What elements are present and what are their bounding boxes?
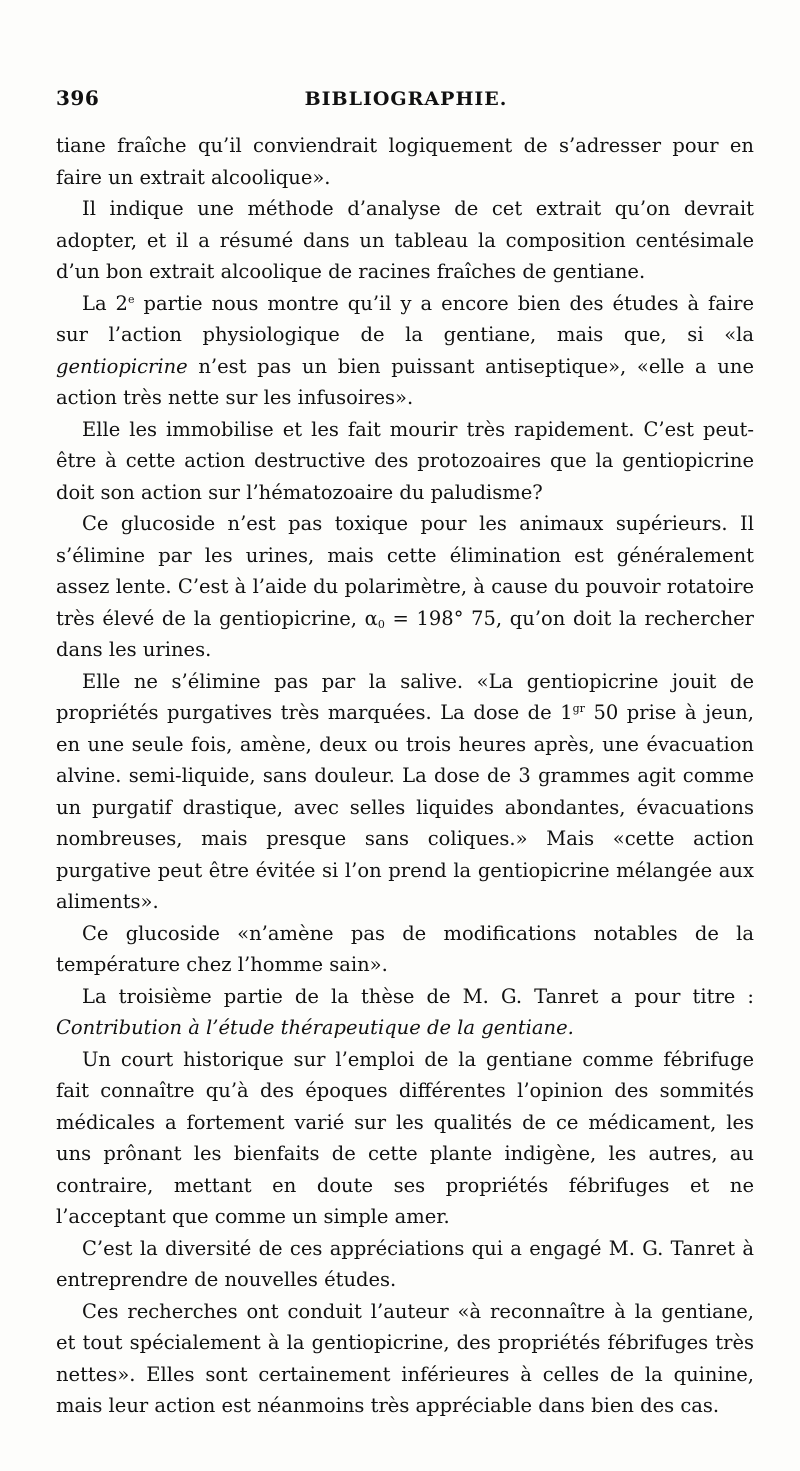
paragraph-6: [56, 666, 754, 918]
paragraph-3: [56, 288, 754, 414]
paragraph-text: = 198° 75, qu’on doit la rechercher dans les urines.: [56, 606, 755, 661]
paragraph-text: Un court historique sur l’emploi de la gentiane comme fébrifuge fait connaître qu’à des époques différentes l’opinion des sommités médicales a fortement varié sur les qualités de ce médicament, les uns prônant les bienfaits de cette plante indigène, les autres, au contraire, mettant en doute ses propriétés fébrifuges et ne l’acceptant que comme un simple amer.: [56, 1047, 754, 1228]
paragraph-1: [56, 130, 754, 193]
italic-term: gentiopicrine: [56, 354, 188, 378]
paragraph-text: 50 prise à jeun, en une seule fois, amène, deux ou trois heures après, une évacuation alvine. semi-liquide, sans douleur. La dose de 3 grammes agit comme un purgatif drastique, avec selles liquides abondantes, évacuations nombreuses, mais presque sans coliques.» Mais «cette action purgative peut être évitée si l’on prend la gentiopicrine mélangée aux aliments».: [56, 701, 754, 913]
paragraph-text: Il indique une méthode d’analyse de cet extrait qu’on devrait adopter, et il a résumé dans un tableau la composition centésimale d’un bon extrait alcoolique de racines fraîches de gentiane.: [56, 197, 754, 283]
paragraph-8: [56, 981, 754, 1044]
paragraph-text: La 2: [82, 291, 128, 315]
paragraph-9: [56, 1044, 754, 1233]
paragraph-text: Ces recherches ont conduit l’auteur «à reconnaître à la gentiane, et tout spécialement à la gentiopicrine, des propriétés fébrifuges très nettes». Elles sont certainement inférieures à celles de la quinine, mais leur action est néanmoins très appréciable dans bien des cas.: [56, 1299, 754, 1417]
paragraph-10: [56, 1233, 754, 1296]
paragraph-text: Elle les immobilise et les fait mourir très rapidement. C’est peut-être à cette action destructive des protozoaires que la gentiopicrine doit son action sur l’hématozoaire du paludisme?: [56, 417, 754, 504]
page-number: 396: [56, 86, 100, 110]
alpha-subscript: 0: [377, 617, 385, 631]
running-head: BIBLIOGRAPHIE.: [304, 88, 508, 110]
paragraph-text: n’est pas un bien puissant antiseptique», «elle a une action très nette sur les infusoires».: [56, 354, 754, 409]
paragraph-text: Elle ne s’élimine pas par la salive. «La gentiopicrine jouit de propriétés purgatives très marquées. La dose de 1: [56, 669, 754, 724]
paragraph-text: Ce glucoside «n’amène pas de modifications notables de la température chez l’homme sain».: [56, 921, 754, 976]
paragraph-5: [56, 508, 754, 666]
paragraph-2: [56, 193, 754, 288]
body-text: [56, 130, 754, 1422]
paragraph-text: partie nous montre qu’il y a encore bien des études à faire sur l’action physiologique de la gentiane, mais que, si «la: [56, 291, 754, 346]
ordinal-superscript: e: [127, 292, 135, 306]
paragraph-text: Ce glucoside n’est pas toxique pour les animaux supérieurs. Il s’élimine par les urines, mais cette élimination est généralement assez lente. C’est à l’aide du polarimètre, à cause du pouvoir rotatoire très élevé de la gentiopicrine, α: [56, 512, 754, 630]
page-header: [56, 86, 756, 116]
paragraph-11: [56, 1296, 754, 1422]
paragraph-7: [56, 918, 754, 981]
paragraph-text: La troisième partie de la thèse de M. G. Tanret a pour titre :: [82, 984, 754, 1008]
italic-title: Contribution à l’étude thérapeutique de la gentiane.: [56, 1016, 574, 1039]
paragraph-4: [56, 414, 754, 509]
paragraph-text: C’est la diversité de ces appréciations qui a engagé M. G. Tanret à entreprendre de nouvelles études.: [56, 1236, 754, 1291]
unit-superscript: gr: [572, 702, 585, 715]
paragraph-text: tiane fraîche qu’il conviendrait logiquement de s’adresser pour en faire un extrait alcoolique».: [56, 134, 754, 189]
